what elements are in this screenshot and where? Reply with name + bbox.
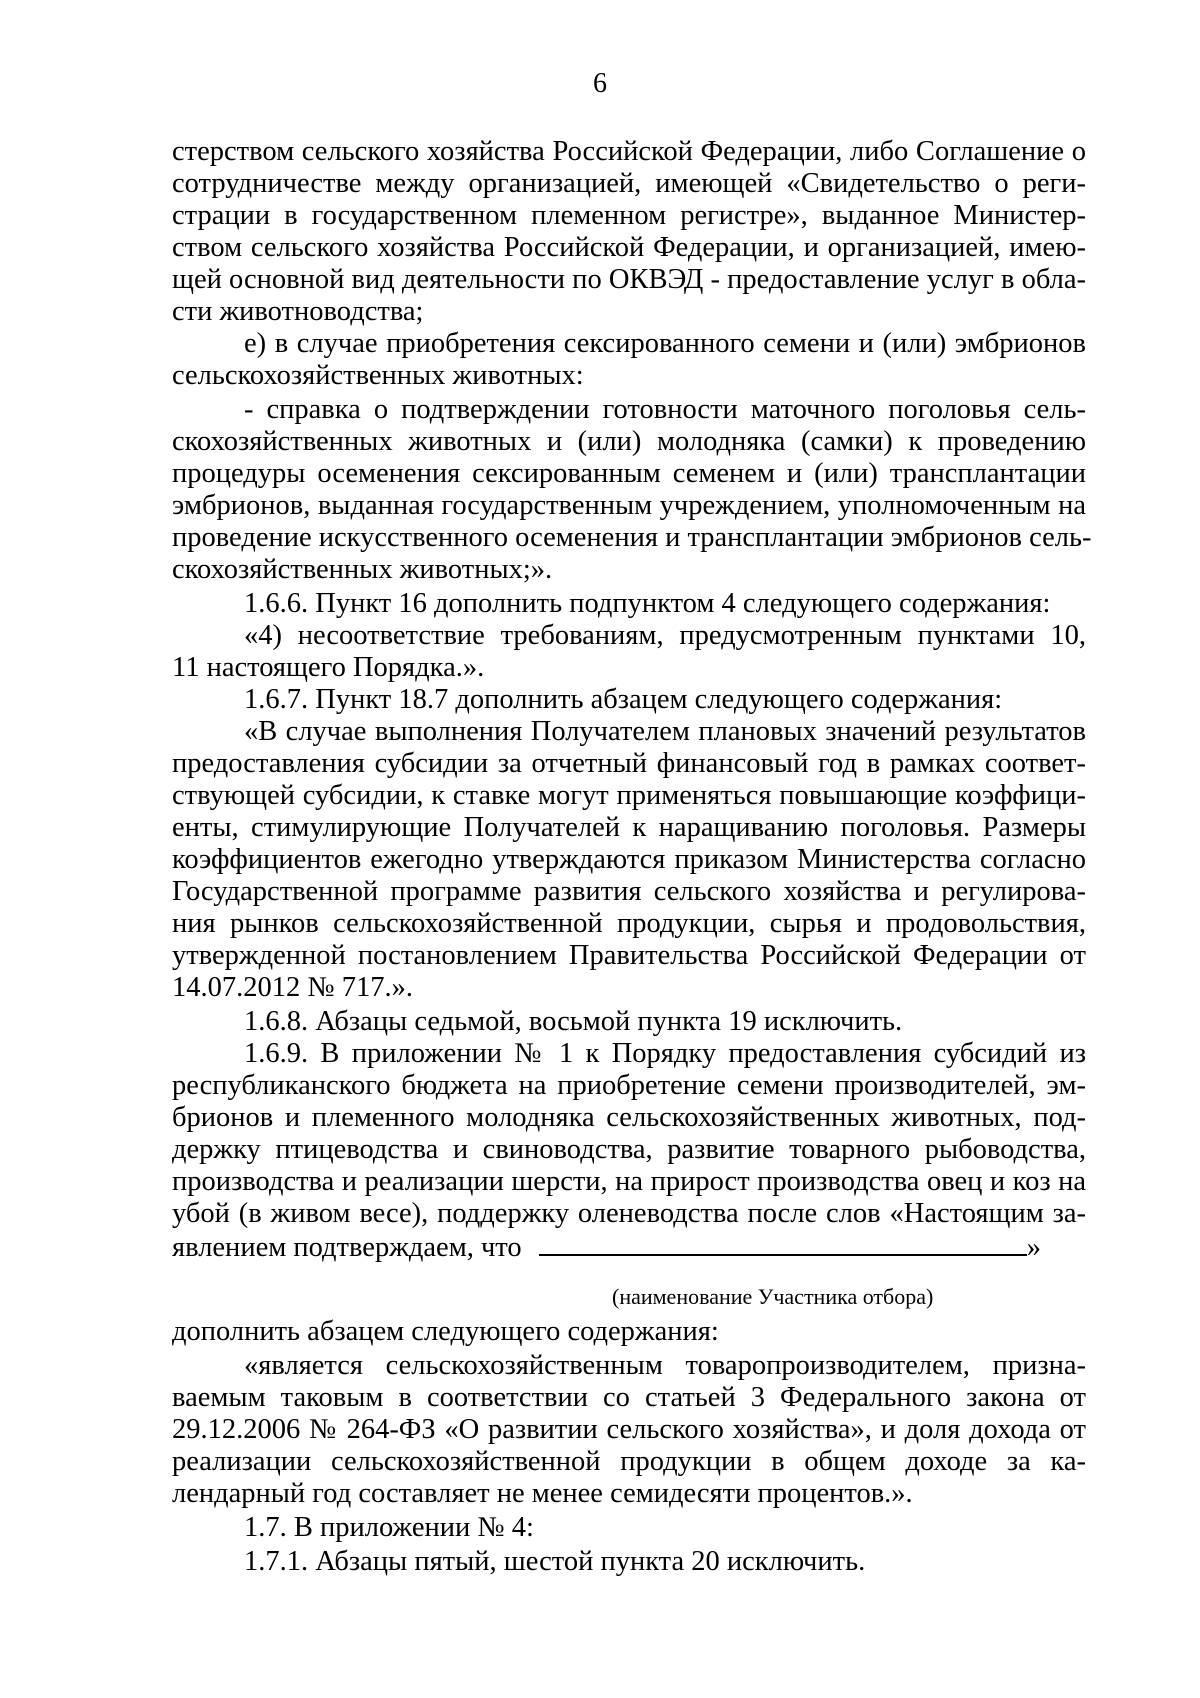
- text-line: 1.6.6. Пункт 16 дополнить подпунктом 4 следующего содержания:: [244, 588, 1051, 619]
- text-line: 11 настоящего Порядка.».: [172, 652, 485, 683]
- text-line: 1.7. В приложении № 4:: [244, 1512, 534, 1543]
- signature-line: [172, 1232, 1086, 1264]
- text-line: сельскохозяйственных животных:: [172, 360, 584, 391]
- text-line: сотрудничестве между организацией, имеющей «Свидетельство о реги-: [172, 168, 1086, 199]
- text-line: проведение искусственного осеменения и трансплантации эмбрионов сель-: [172, 522, 1092, 553]
- text-line: е) в случае приобретения сексированного семени и (или) эмбрионов: [244, 328, 1086, 359]
- text-line: сти животноводства;: [172, 296, 424, 327]
- text-line: держку птицеводства и свиноводства, развитие товарного рыбоводства,: [172, 1134, 1086, 1165]
- page-number: 6: [593, 68, 607, 99]
- text-line: 29.12.2006 № 264-ФЗ «О развитии сельского хозяйства», и доля дохода от: [172, 1414, 1086, 1445]
- text-line: 1.6.7. Пункт 18.7 дополнить абзацем следующего содержания:: [244, 684, 1003, 715]
- text-fragment: явлением подтверждаем, что: [172, 1232, 522, 1263]
- text-line: енты, стимулирующие Получателей к наращиванию поголовья. Размеры: [172, 812, 1086, 843]
- text-line: скохозяйственных животных;».: [172, 554, 553, 585]
- text-line: утвержденной постановлением Правительства Российской Федерации от: [172, 940, 1086, 971]
- text-line: щей основной вид деятельности по ОКВЭД - предоставление услуг в обла-: [172, 264, 1086, 295]
- text-line: - справка о подтверждении готовности маточного поголовья сель-: [244, 394, 1086, 425]
- text-line: производства и реализации шерсти, на прирост производства овец и коз на: [172, 1166, 1086, 1197]
- text-line: коэффициентов ежегодно утверждаются приказом Министерства согласно: [172, 844, 1086, 875]
- text-line: ствующей субсидии, к ставке могут применяться повышающие коэффици-: [172, 780, 1086, 811]
- text-line: эмбрионов, выданная государственным учреждением, уполномоченным на: [172, 490, 1086, 521]
- text-line: ния рынков сельскохозяйственной продукции, сырья и продовольствия,: [172, 908, 1086, 939]
- text-line: скохозяйственных животных и (или) молодняка (самки) к проведению: [172, 426, 1086, 457]
- text-line: процедуры осеменения сексированным семенем и (или) трансплантации: [172, 458, 1086, 489]
- text-line: 1.6.9. В приложении № 1 к Порядку предоставления субсидий из: [244, 1038, 1086, 1069]
- blank-underline: [539, 1232, 1027, 1256]
- closing-quote: »: [1026, 1232, 1042, 1263]
- text-line: предоставления субсидии за отчетный финансовый год в рамках соответ-: [172, 748, 1086, 779]
- text-line: реализации сельскохозяйственной продукции в общем доходе за ка-: [172, 1446, 1086, 1477]
- text-line: «4) несоответствие требованиям, предусмотренным пунктами 10,: [244, 620, 1086, 651]
- text-line: 1.7.1. Абзацы пятый, шестой пункта 20 исключить.: [244, 1546, 866, 1577]
- text-line: ством сельского хозяйства Российской Федерации, и организацией, имею-: [172, 232, 1086, 263]
- text-line: убой (в живом весе), поддержку оленеводства после слов «Настоящим за-: [172, 1198, 1086, 1229]
- text-line: брионов и племенного молодняка сельскохозяйственных животных, под-: [172, 1102, 1086, 1133]
- text-line: страции в государственном племенном регистре», выданное Министер-: [172, 200, 1086, 231]
- text-line: республиканского бюджета на приобретение семени производителей, эм-: [172, 1070, 1086, 1101]
- text-line: дополнить абзацем следующего содержания:: [172, 1316, 719, 1347]
- text-line: ваемым таковым в соответствии со статьей 3 Федерального закона от: [172, 1382, 1086, 1413]
- blank-caption: (наименование Участника отбора): [612, 1284, 934, 1309]
- text-line: 14.07.2012 № 717.».: [172, 972, 413, 1003]
- text-line: «является сельскохозяйственным товаропроизводителем, призна-: [244, 1350, 1086, 1381]
- text-line: лендарный год составляет не менее семидесяти процентов.».: [172, 1478, 913, 1509]
- text-line: стерством сельского хозяйства Российской Федерации, либо Соглашение о: [172, 136, 1086, 167]
- text-line: 1.6.8. Абзацы седьмой, восьмой пункта 19 исключить.: [244, 1006, 903, 1037]
- text-line: «В случае выполнения Получателем плановых значений результатов: [244, 716, 1086, 747]
- text-line: Государственной программе развития сельского хозяйства и регулирова-: [172, 876, 1086, 907]
